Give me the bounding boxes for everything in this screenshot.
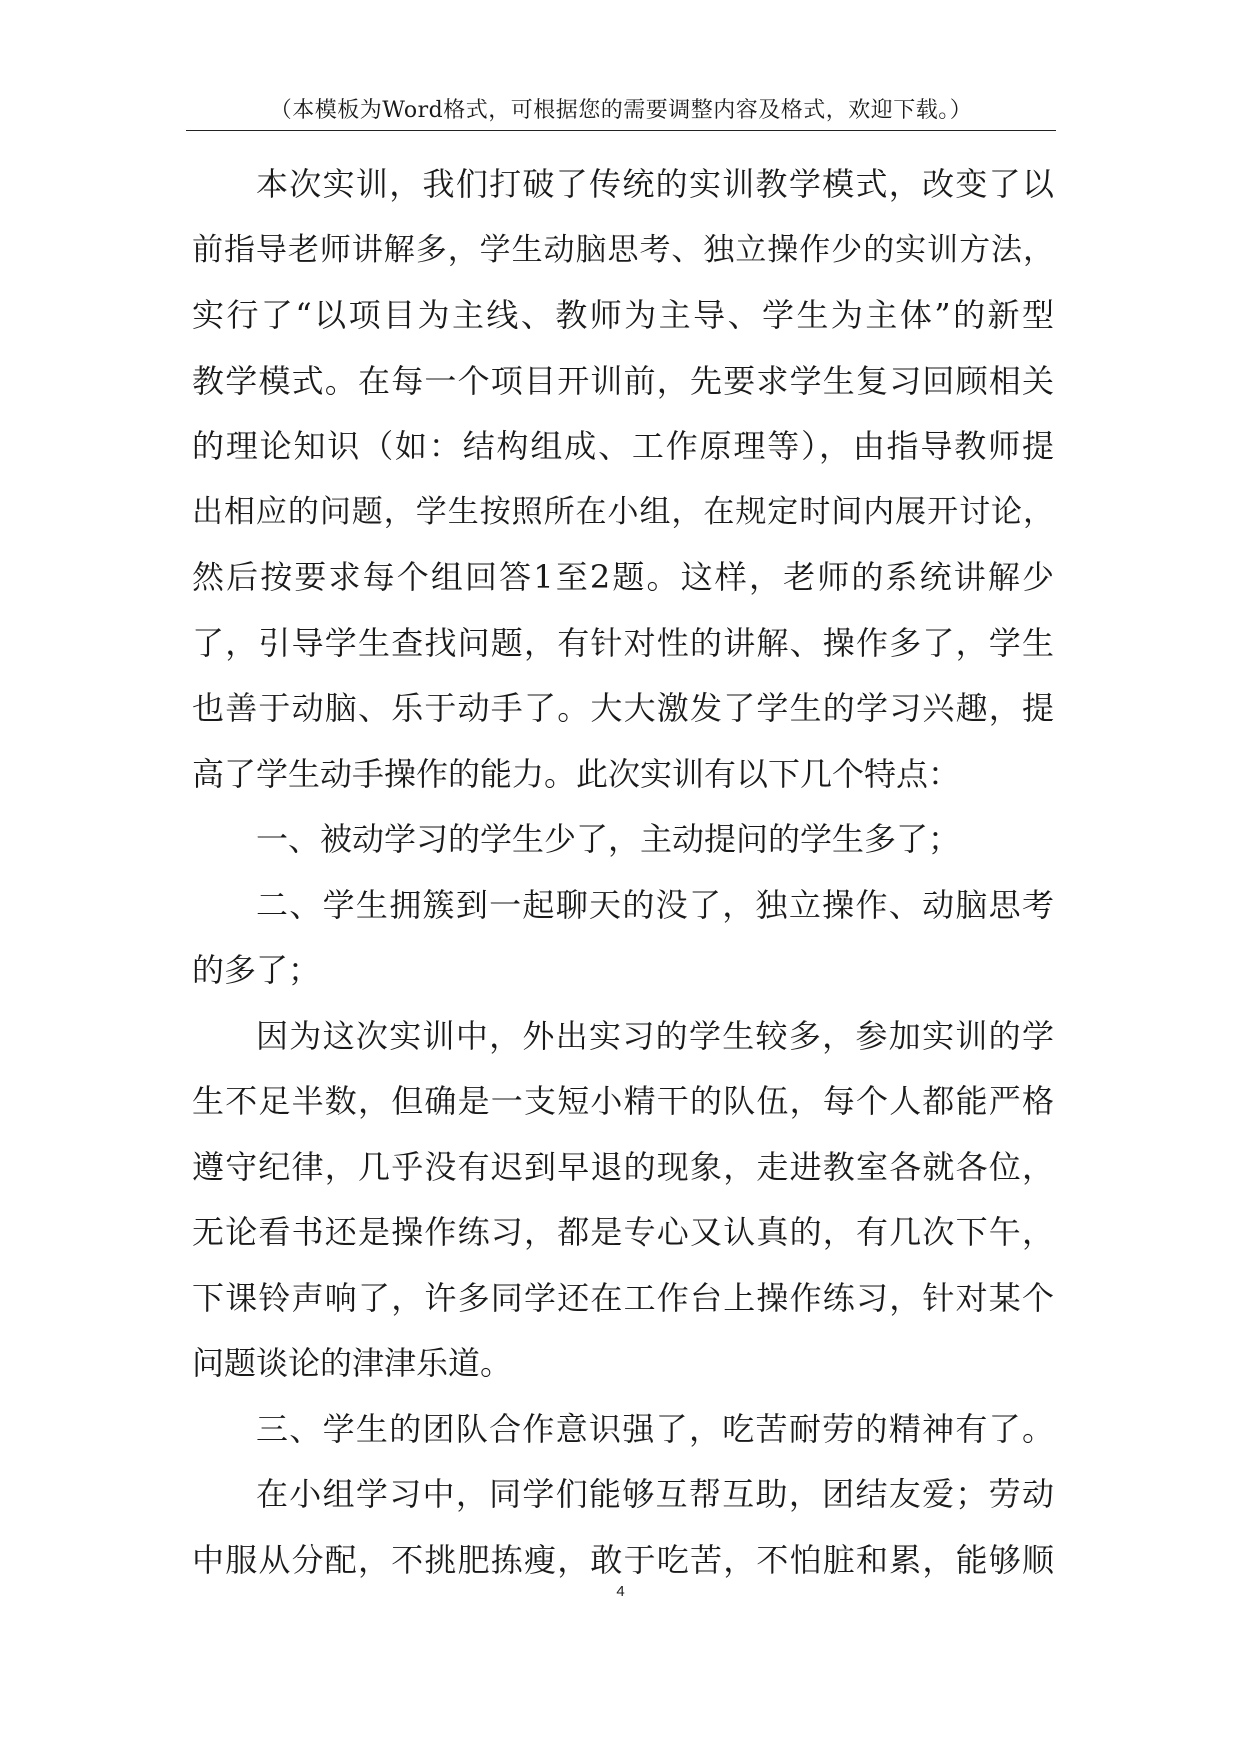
page-header: （本模板为Word格式，可根据您的需要调整内容及格式，欢迎下载。）	[269, 98, 973, 123]
list-item: 一、被动学习的学生少了，主动提问的学生多了；	[256, 820, 961, 858]
paragraph-line: 遵守纪律，几乎没有迟到早退的现象，走进教室各就各位，	[192, 1147, 1054, 1186]
paragraph-line: 下课铃声响了，许多同学还在工作台上操作练习，针对某个	[192, 1278, 1054, 1317]
paragraph-line: 中服从分配，不挑肥拣瘦，敢于吃苦，不怕脏和累，能够顺	[192, 1540, 1054, 1579]
page-number: 4	[616, 1583, 625, 1600]
paragraph-line: 在小组学习中，同学们能够互帮互助，团结友爱；劳动	[256, 1475, 1054, 1513]
paragraph-line: 前指导老师讲解多，学生动脑思考、独立操作少的实训方法，	[192, 231, 1054, 268]
document-body	[192, 152, 1054, 1593]
list-item: 三、学生的团队合作意识强了，吃苦耐劳的精神有了。	[256, 1409, 1054, 1448]
paragraph-line: 了，引导学生查找问题，有针对性的讲解、操作多了，学生	[192, 623, 1054, 662]
paragraph-line: 教学模式。在每一个项目开训前，先要求学生复习回顾相关	[192, 361, 1054, 400]
paragraph-line: 出相应的问题，学生按照所在小组，在规定时间内展开讨论，	[192, 493, 1054, 530]
paragraph-line: 本次实训，我们打破了传统的实训教学模式，改变了以	[256, 165, 1054, 203]
paragraph-line: 高了学生动手操作的能力。此次实训有以下几个特点：	[192, 754, 961, 793]
list-item: 的多了；	[192, 951, 321, 989]
paragraph-line: 问题谈论的津津乐道。	[192, 1344, 513, 1382]
paragraph-line: 无论看书还是操作练习，都是专心又认真的，有几次下午，	[192, 1213, 1054, 1251]
paragraph-line: 生不足半数，但确是一支短小精干的队伍，每个人都能严格	[192, 1082, 1054, 1120]
paragraph-line: 的理论知识（如：结构组成、工作原理等），由指导教师提	[192, 427, 1054, 465]
paragraph-line: 然后按要求每个组回答1至2题。这样，老师的系统讲解少	[192, 558, 1054, 596]
paragraph-line: 因为这次实训中，外出实习的学生较多，参加实训的学	[256, 1016, 1054, 1055]
paragraph-line: 也善于动脑、乐于动手了。大大激发了学生的学习兴趣，提	[192, 689, 1054, 727]
paragraph-line: 实行了“以项目为主线、教师为主导、学生为主体”的新型	[192, 296, 1054, 334]
header-divider	[186, 130, 1056, 131]
list-item: 二、学生拥簇到一起聊天的没了，独立操作、动脑思考	[256, 885, 1054, 924]
